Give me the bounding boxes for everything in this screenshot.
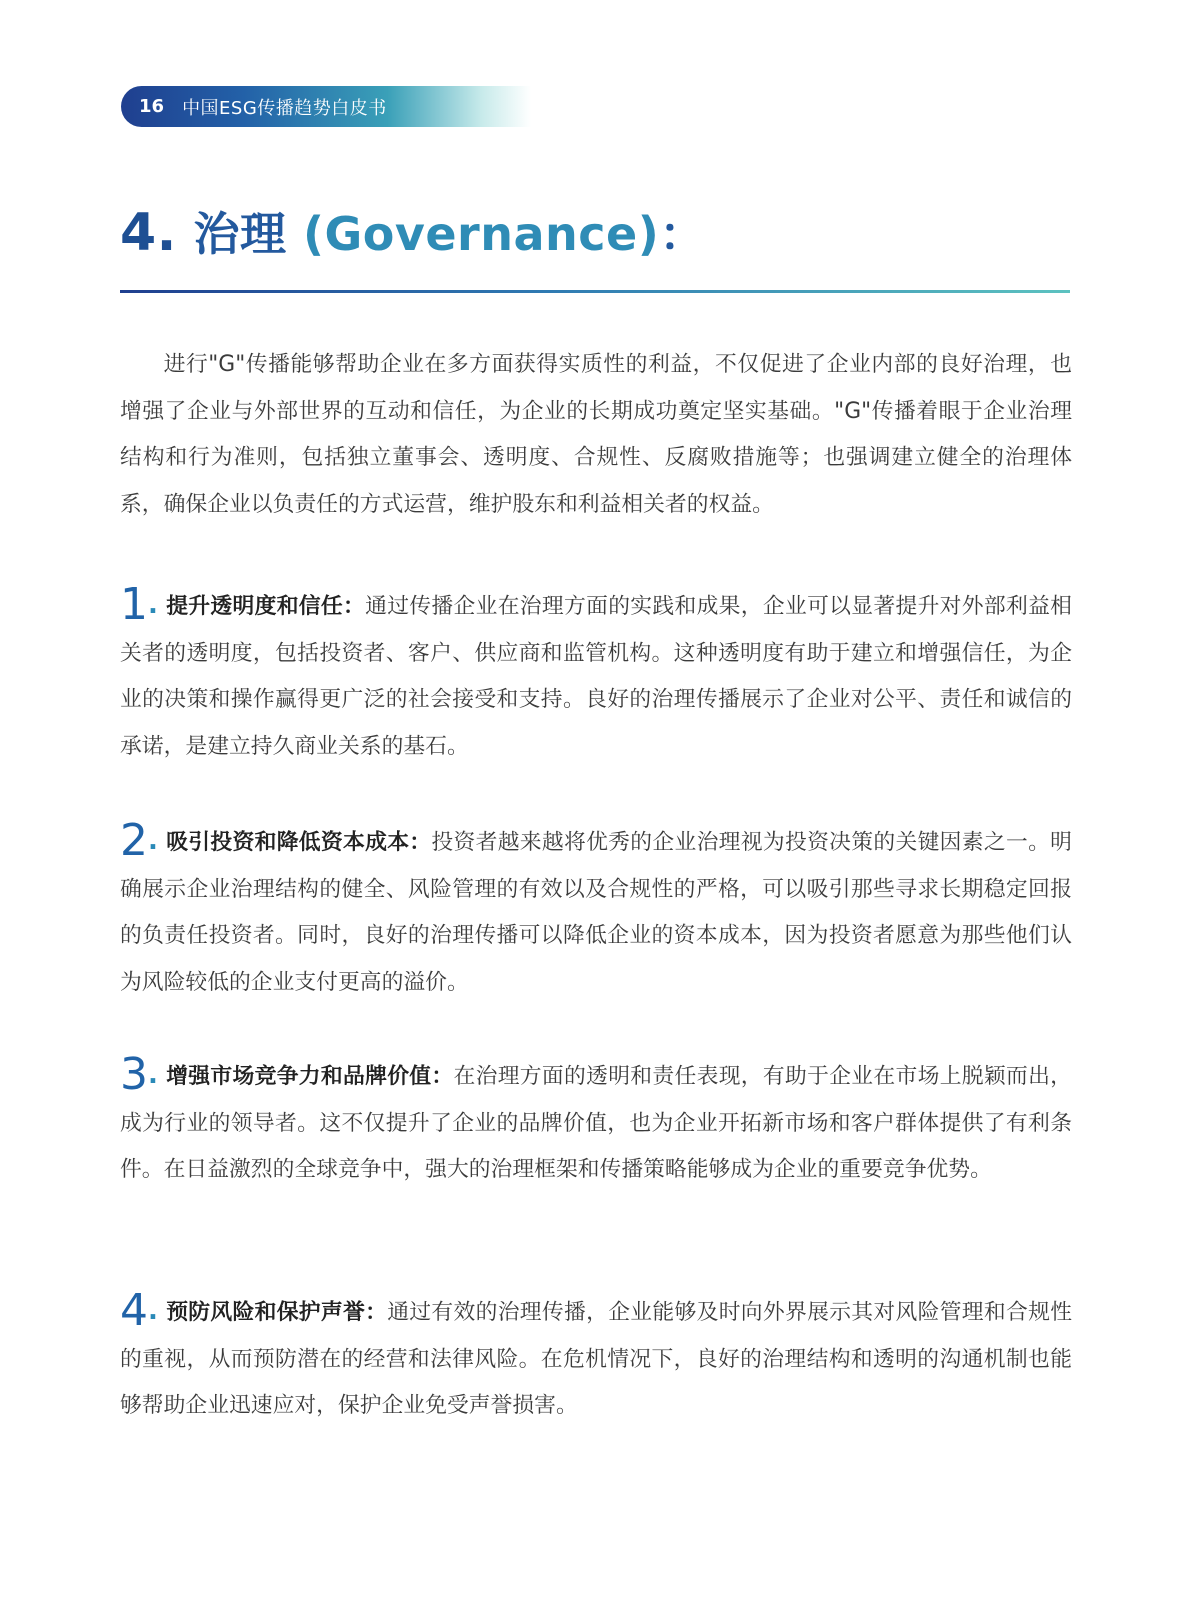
item-heading: 提升透明度和信任： — [165, 594, 366, 619]
item-text: 通过有效的治理传播，企业能够及时向外界展示其对风险管理和合规性的重视，从而预防潜在的经营和法律风险。在危机情况下，良好的治理结构和透明的沟通机制也能够帮助企业迅速应对，保护企业免受声誉损害。 — [120, 1300, 1072, 1418]
section-title — [120, 198, 706, 264]
page-header-banner — [121, 86, 531, 127]
item-heading: 增强市场竞争力和品牌价值： — [165, 1064, 454, 1089]
item-heading: 吸引投资和降低资本成本： — [165, 830, 432, 855]
intro-paragraph: 进行"G"传播能够帮助企业在多方面获得实质性的利益，不仅促进了企业内部的良好治理，也增强了企业与外部世界的互动和信任，为企业的长期成功奠定坚实基础。"G"传播着眼于企业治理结构和行为准则，包括独立董事会、透明度、合规性、反腐败措施等；也强调建立健全的治理体系，确保企业以负责任的方式运营，维护股东和利益相关者的权益。 — [120, 352, 1072, 517]
item-number: 2 — [120, 815, 148, 866]
item-dot: . — [148, 1060, 158, 1090]
section-title-cn: 治理 — [193, 207, 287, 261]
list-item — [120, 579, 1072, 770]
item-number: 3 — [120, 1049, 148, 1100]
section-number: 4. — [120, 203, 177, 263]
list-item — [120, 1049, 1072, 1194]
section-title-suffix: ： — [659, 207, 706, 261]
list-item — [120, 1285, 1072, 1430]
item-number: 1 — [120, 579, 148, 630]
list-item — [120, 815, 1072, 1006]
item-text: 投资者越来越将优秀的企业治理视为投资决策的关键因素之一。明确展示企业治理结构的健全、风险管理的有效以及合规性的严格，可以吸引那些寻求长期稳定回报的负责任投资者。同时，良好的治理传播可以降低企业的资本成本，因为投资者愿意为那些他们认为风险较低的企业支付更高的溢价。 — [120, 830, 1072, 995]
title-divider — [120, 290, 1070, 293]
page-number: 16 — [139, 96, 165, 117]
item-dot: . — [148, 1296, 158, 1326]
item-text: 通过传播企业在治理方面的实践和成果，企业可以显著提升对外部利益相关者的透明度，包括投资者、客户、供应商和监管机构。这种透明度有助于建立和增强信任，为企业的决策和操作赢得更广泛的社会接受和支持。良好的治理传播展示了企业对公平、责任和诚信的承诺，是建立持久商业关系的基石。 — [120, 594, 1072, 759]
item-text: 在治理方面的透明和责任表现，有助于企业在市场上脱颖而出，成为行业的领导者。这不仅提升了企业的品牌价值，也为企业开拓新市场和客户群体提供了有利条件。在日益激烈的全球竞争中，强大的治理框架和传播策略能够成为企业的重要竞争优势。 — [120, 1064, 1072, 1182]
book-title: 中国ESG传播趋势白皮书 — [182, 97, 387, 119]
item-dot: . — [148, 590, 158, 620]
item-number: 4 — [120, 1285, 148, 1336]
section-title-en: (Governance) — [302, 207, 660, 261]
item-dot: . — [148, 826, 158, 856]
item-heading: 预防风险和保护声誉： — [165, 1300, 388, 1325]
